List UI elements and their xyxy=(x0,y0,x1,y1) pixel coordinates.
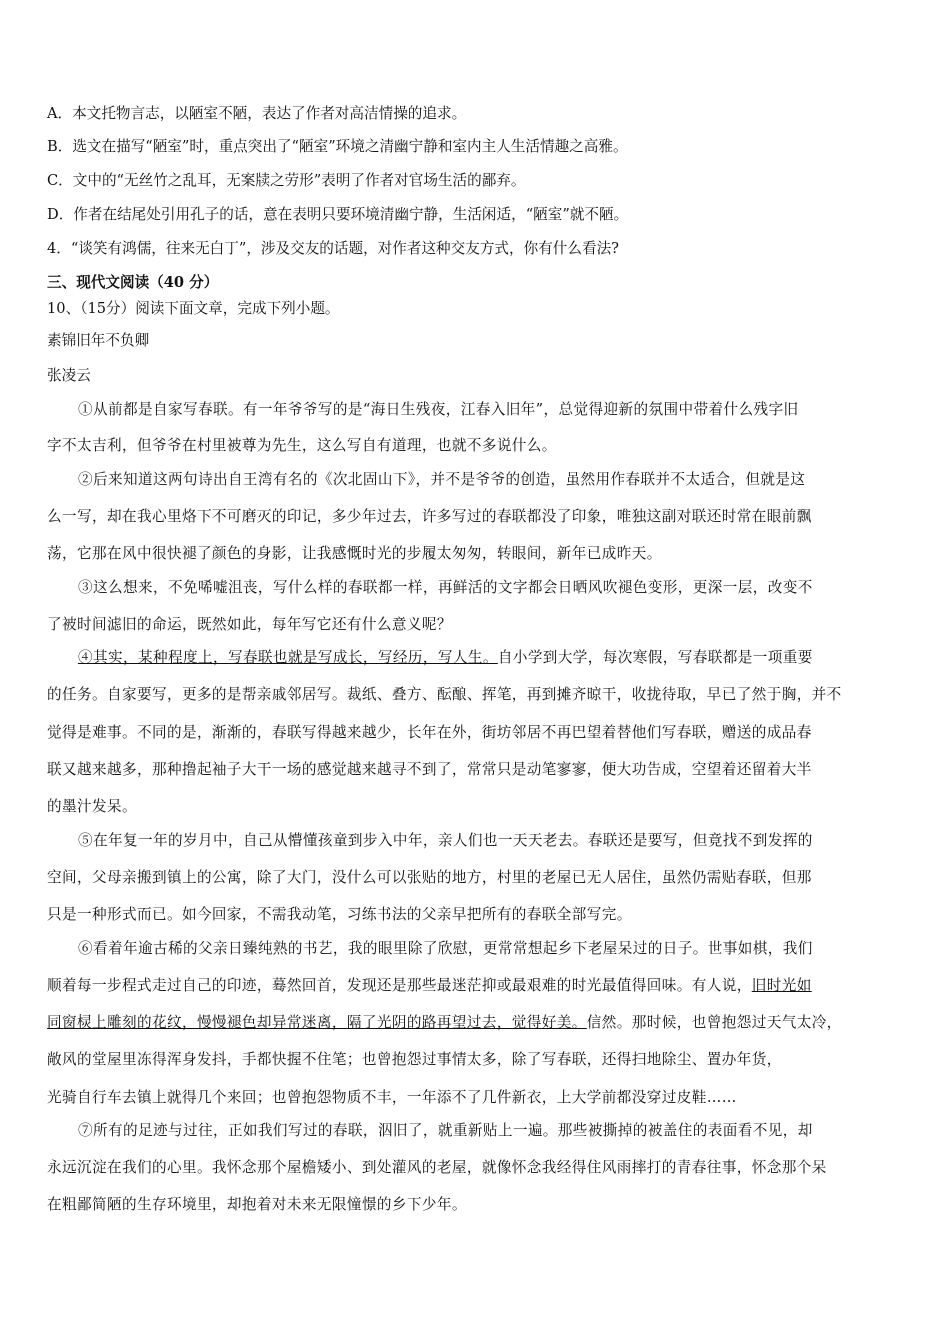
question-10: 10、（15分）阅读下面文章，完成下列小题。 xyxy=(47,300,340,317)
paragraph-4-text: 自小学到大学，每次寒假，写春联都是一项重要 xyxy=(497,649,813,666)
paragraph-4-line: 的任务。自家要写，更多的是帮亲戚邻居写。裁纸、叠方、酝酿、挥笔，再到摊齐晾干，收拢待取，早已了然于胸，并不 xyxy=(47,686,842,703)
paragraph-5-line: 只是一种形式而已。如今回家，不需我动笔，习练书法的父亲早把所有的春联全部写完。 xyxy=(47,906,632,923)
paragraph-7-line: 在粗鄙简陋的生存环境里，却抱着对未来无限憧憬的乡下少年。 xyxy=(47,1196,467,1213)
paragraph-6-line xyxy=(47,976,812,996)
paragraph-2-line: 荡，它那在风中很快褪了颜色的身影，让我感慨时光的步履太匆匆，转眼间，新年已成昨天。 xyxy=(47,545,662,562)
paragraph-6-line: 敞风的堂屋里冻得浑身发抖，手都快握不住笔；也曾抱怨过事情太多，除了写春联，还得扫地除尘、置办年货， xyxy=(47,1051,782,1068)
article-author: 张凌云 xyxy=(47,367,91,384)
paragraph-4-line: 联又越来越多，那种撸起袖子大干一场的感觉越来越寻不到了，常常只是动笔寥寥，便大功告成，空望着还留着大半 xyxy=(47,761,812,778)
question-4: 4．“谈笑有鸿儒，往来无白丁”，涉及交友的话题，对作者这种交友方式，你有什么看法? xyxy=(47,240,620,257)
paragraph-6-line: 光骑自行车去镇上就得几个来回；也曾抱怨物质不丰，一年添不了几件新衣，上大学前都没穿过皮鞋…… xyxy=(47,1089,737,1106)
paragraph-6-text: 顺着每一步程式走过自己的印迹，蓦然回首，发现还是那些最迷茫抑或最艰难的时光最值得回味。有人说， xyxy=(47,977,752,994)
paragraph-7-line: 永远沉淀在我们的心里。我怀念那个屋檐矮小、到处灌风的老屋，就像怀念我经得住风雨摔打的青春往事，怀念那个呆 xyxy=(47,1159,827,1176)
paragraph-3-line: 了被时间滤旧的命运，既然如此，每年写它还有什么意义呢？ xyxy=(47,616,452,633)
underlined-sentence: 旧时光如 xyxy=(751,977,812,994)
option-d: D．作者在结尾处引用孔子的话，意在表明只要环境清幽宁静，生活闲适，“陋室”就不陋。 xyxy=(47,206,629,223)
paragraph-7-line: ⑦所有的足迹与过往，正如我们写过的春联，泅旧了，就重新贴上一遍。那些被撕掉的被盖住的表面看不见，却 xyxy=(78,1122,813,1139)
paragraph-1-line: ①从前都是自家写春联。有一年爷爷写的是“海日生残夜，江春入旧年”，总觉得迎新的氛围中带着什么残字旧 xyxy=(78,401,799,418)
paragraph-6-text: 信然。那时候，也曾抱怨过天气太冷， xyxy=(586,1014,842,1031)
paragraph-3-line: ③这么想来，不免唏嘘沮丧，写什么样的春联都一样，再鲜活的文字都会日晒风吹褪色变形，更深一层，改变不 xyxy=(78,579,813,596)
option-a: A．本文托物言志，以陋室不陋，表达了作者对高洁情操的追求。 xyxy=(47,105,467,122)
section-heading: 三、现代文阅读（40 分） xyxy=(47,274,219,291)
paragraph-2-line: 么一写，却在我心里烙下不可磨灭的印记，多少年过去，许多写过的春联都没了印象，唯独这副对联还时常在眼前飘 xyxy=(47,508,812,525)
underlined-sentence: 同窗棂上雕刻的花纹，慢慢褪色却异常迷离，隔了光阴的路再望过去，觉得好美。 xyxy=(47,1014,587,1031)
paragraph-4-line: 的墨汁发呆。 xyxy=(47,798,137,815)
paragraph-4-line xyxy=(78,648,813,668)
paragraph-2-line: ②后来知道这两句诗出自王湾有名的《次北固山下》，并不是爷爷的创造，虽然用作春联并不太适合，但就是这 xyxy=(78,471,806,488)
paragraph-1-line: 字不太吉利，但爷爷在村里被尊为先生，这么写自有道理，也就不多说什么。 xyxy=(47,437,557,454)
option-b: B．选文在描写“陋室”时，重点突出了“陋室”环境之清幽宁静和室内主人生活情趣之高雅。 xyxy=(47,138,628,155)
paragraph-6-line: ⑥看着年逾古稀的父亲日臻纯熟的书艺，我的眼里除了欣慰，更常常想起乡下老屋呆过的日子。世事如棋，我们 xyxy=(78,940,813,957)
article-title: 素锦旧年不负卿 xyxy=(47,332,150,349)
paragraph-5-line: 空间，父母亲搬到镇上的公寓，除了大门，没什么可以张贴的地方，村里的老屋已无人居住，虽然仍需贴春联，但那 xyxy=(47,869,812,886)
paragraph-5-line: ⑤在年复一年的岁月中，自己从懵懂孩童到步入中年，亲人们也一天天老去。春联还是要写，但竟找不到发挥的 xyxy=(78,832,813,849)
option-c: C．文中的“无丝竹之乱耳，无案牍之劳形”表明了作者对官场生活的鄙弃。 xyxy=(47,172,526,189)
paragraph-4-line: 觉得是难事。不同的是，渐渐的，春联写得越来越少，长年在外，街坊邻居不再巴望着替他们写春联，赠送的成品春 xyxy=(47,724,812,741)
paragraph-6-line xyxy=(47,1013,842,1033)
underlined-sentence: ④其实，某种程度上，写春联也就是写成长，写经历，写人生。 xyxy=(78,649,498,666)
